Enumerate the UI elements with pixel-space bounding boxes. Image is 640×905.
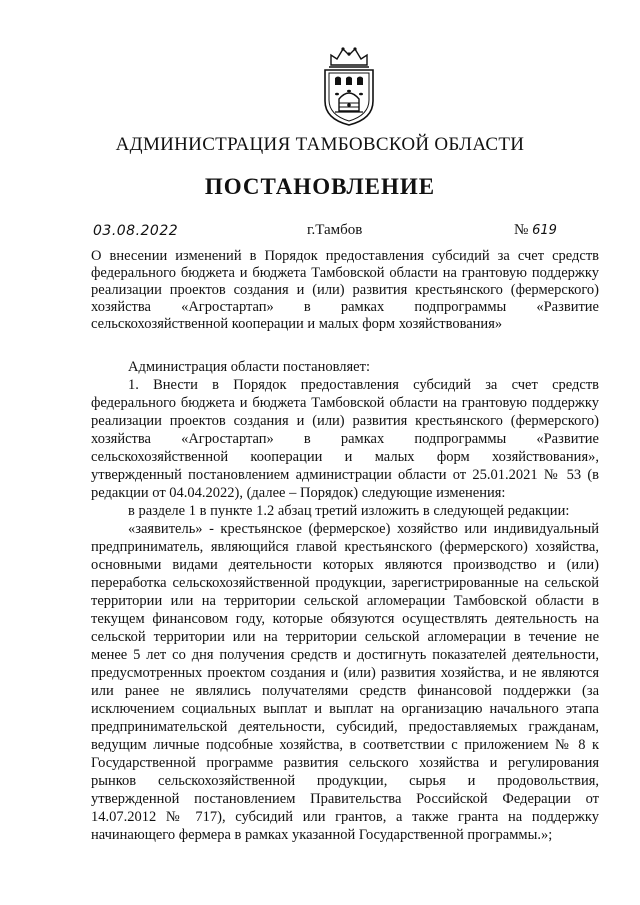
document-body [91, 358, 599, 844]
body-paragraph: Администрация области постановляет: [128, 359, 370, 375]
body-paragraph: в разделе 1 в пункте 1.2 абзац третий изложить в следующей редакции: [128, 503, 570, 519]
document-type: ПОСТАНОВЛЕНИЕ [204, 174, 436, 199]
tambov-coat-of-arms-icon [317, 45, 381, 127]
document-subject: О внесении изменений в Порядок предоставления субсидий за счет средств федерального бюджета и бюджета Тамбовской области на грантовую поддержку реализации проектов создания и (или) развития крестьянского (фермерского) хозяйства «Агростартап» в рамках подпрограммы «Развитие сельскохозяйственной кооперации и малых форм хозяйствования» [91, 248, 599, 332]
number-prefix: № [514, 222, 529, 238]
document-number [514, 222, 557, 239]
organization-name: АДМИНИСТРАЦИЯ ТАМБОВСКОЙ ОБЛАСТИ [115, 134, 525, 155]
number-value: 619 [532, 223, 557, 238]
body-paragraph: 1. Внести в Порядок предоставления субсидий за счет средств федерального бюджета и бюджета Тамбовской области на грантовую поддержку реализации проектов создания и (или) развития крестьянского (фермерского) хозяйства «Агростартап» в рамках подпрограммы «Развитие сельскохозяйственной кооперации и малых форм хозяйствования», утвержденный постановлением администрации области от 25.01.2021 № 53 (в редакции от 04.04.2022), (далее – Порядок) следующие изменения: [91, 377, 599, 501]
body-paragraph: «заявитель» - крестьянское (фермерское) хозяйство или индивидуальный предприниматель, являющийся главой крестьянского (фермерского) хозяйства, основными видами деятельности которых являются производство и (или) переработка сельскохозяйственной продукции, зарегистрированные на сельской территории или на территории сельской агломерации Тамбовской области в текущем финансовом году, которые обязуются осуществлять деятельность на сельской территории или на территории сельской агломерации в течение не менее 5 лет со дня получения средств и достигнуть показателей деятельности, предусмотренных проектом создания и (или) развития хозяйства, и не являются или ранее не являлись получателями средств финансовой поддержки (за исключением социальных выплат и выплат на организацию начального этапа предпринимательской деятельности, субсидий, предоставляемых гражданам, ведущим личные подсобные хозяйства, в соответствии с приложением № 8 к Государственной программе развития сельского хозяйства и регулирования рынков сельскохозяйственной продукции, сырья и продовольствия, утвержденной постановлением Правительства Российской Федерации от 14.07.2012 № 717), субсидий или грантов, а также гранта на поддержку начинающего фермера в рамках указанной Государственной программы.»; [91, 521, 599, 843]
document-date: 03.08.2022 [93, 223, 179, 239]
document-city: г.Тамбов [307, 222, 363, 238]
